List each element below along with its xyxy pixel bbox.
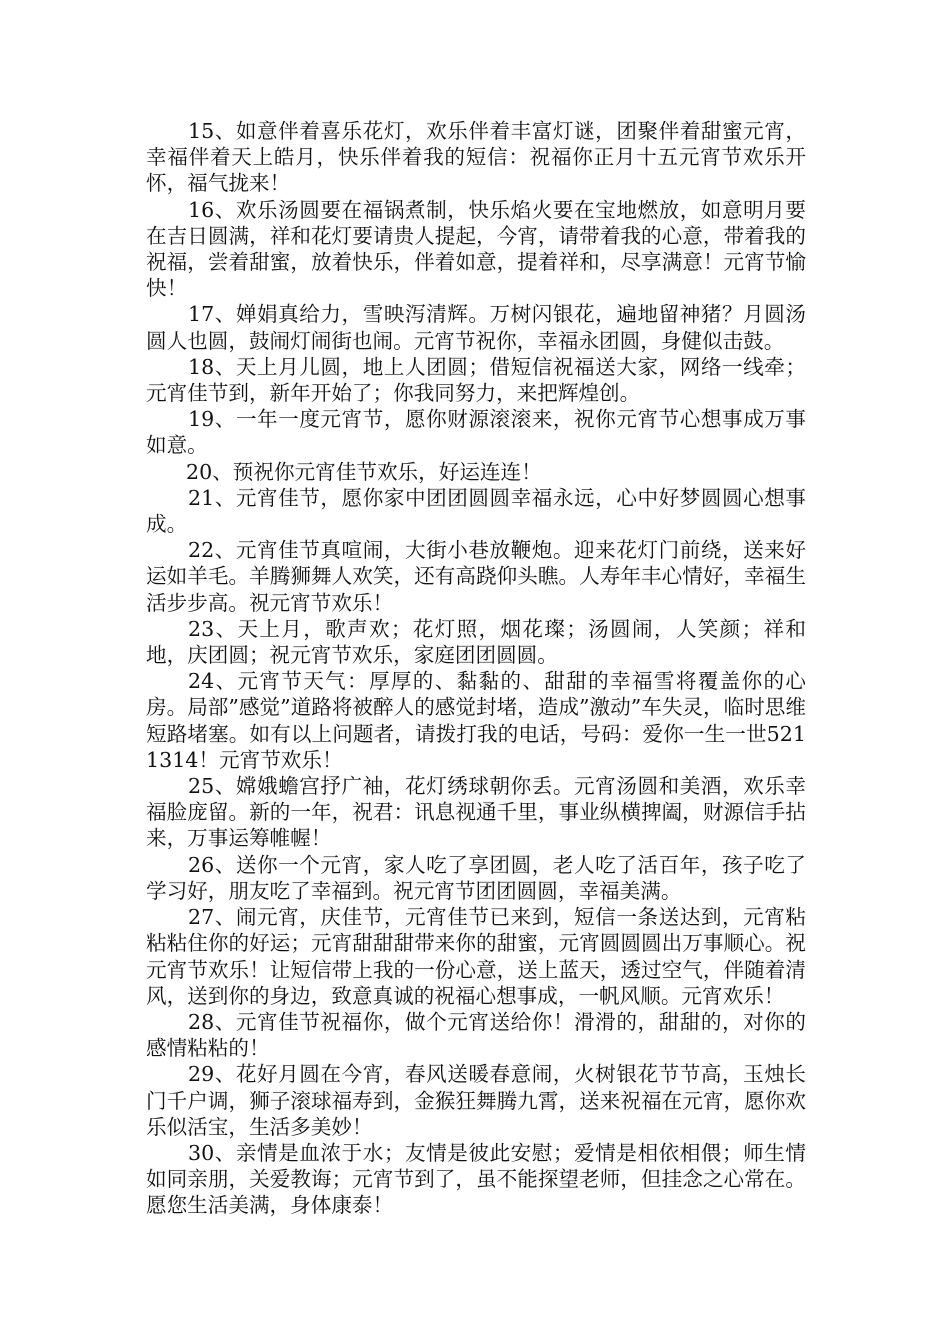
paragraph-24: 24、元宵节天气：厚厚的、黏黏的、甜甜的幸福雪将覆盖你的心房。局部”感觉”道路将被醉人的感觉封堵，造成”激动”车失灵，临时思维短路堵塞。如有以上问题者，请拨打我的电话，号码：爱你一生一世5211314！元宵节欢乐！ <box>146 669 806 772</box>
paragraph-30: 30、亲情是血浓于水；友情是彼此安慰；爱情是相依相偎；师生情如同亲朋，关爱教诲；元宵节到了，虽不能探望老师，但挂念之心常在。愿您生活美满，身体康泰！ <box>146 1140 806 1218</box>
paragraph-16: 16、欢乐汤圆要在福锅煮制，快乐焰火要在宝地燃放，如意明月要在吉日圆满，祥和花灯要请贵人提起，今宵，请带着我的心意，带着我的祝福，尝着甜蜜，放着快乐，伴着如意，提着祥和，尽享满意！元宵节愉快！ <box>146 197 806 301</box>
paragraph-20: 20、预祝你元宵佳节欢乐，好运连连！ <box>186 459 542 484</box>
paragraph-25: 25、嫦娥蟾宫抒广袖，花灯绣球朝你丢。元宵汤圆和美酒，欢乐幸福脸庞留。新的一年，祝君：讯息视通千里，事业纵横捭阖，财源信手拈来，万事运筹帷幄！ <box>146 774 806 851</box>
paragraph-21: 21、元宵佳节，愿你家中团团圆圆幸福永远，心中好梦圆圆心想事成。 <box>146 485 806 537</box>
paragraph-26: 26、送你一个元宵，家人吃了享团圆，老人吃了活百年，孩子吃了学习好，朋友吃了幸福到。祝元宵节团团圆圆，幸福美满。 <box>146 852 806 903</box>
paragraph-18: 18、天上月儿圆，地上人团圆；借短信祝福送大家，网络一线牵；元宵佳节到，新年开始了；你我同努力，来把辉煌创。 <box>146 354 806 406</box>
paragraph-19: 19、一年一度元宵节，愿你财源滚滚来，祝你元宵节心想事成万事如意。 <box>146 407 806 458</box>
paragraph-27: 27、闹元宵，庆佳节，元宵佳节已来到，短信一条送达到，元宵粘粘粘住你的好运；元宵甜甜甜带来你的甜蜜，元宵圆圆圆出万事顺心。祝元宵节欢乐！让短信带上我的一份心意，送上蓝天，透过空气，伴随着清风，送到你的身边，致意真诚的祝福心想事成，一帆风顺。元宵欢乐！ <box>146 905 806 1008</box>
document-page <box>146 118 806 1219</box>
paragraph-17: 17、婵娟真给力，雪映泻清辉。万树闪银花，遍地留神猪？月圆汤圆人也圆，鼓闹灯闹街也闹。元宵节祝你，幸福永团圆，身健似击鼓。 <box>146 302 806 353</box>
paragraph-29: 29、花好月圆在今宵，春风送暖春意闹，火树银花节节高，玉烛长门千户调，狮子滚球福寿到，金猴狂舞腾九霄，送来祝福在元宵，愿你欢乐似活宝，生活多美妙！ <box>146 1062 806 1139</box>
paragraph-23: 23、天上月，歌声欢；花灯照，烟花璨；汤圆闹，人笑颜；祥和地，庆团圆；祝元宵节欢乐，家庭团团圆圆。 <box>146 616 806 668</box>
paragraph-15: 15、如意伴着喜乐花灯，欢乐伴着丰富灯谜，团聚伴着甜蜜元宵，幸福伴着天上皓月，快乐伴着我的短信：祝福你正月十五元宵节欢乐开怀，福气拢来！ <box>146 119 806 196</box>
paragraph-28: 28、元宵佳节祝福你，做个元宵送给你！滑滑的，甜甜的，对你的感情粘粘的！ <box>146 1009 806 1061</box>
paragraph-22: 22、元宵佳节真喧闹，大街小巷放鞭炮。迎来花灯门前绕，送来好运如羊毛。羊腾狮舞人欢笑，还有高跷仰头瞧。人寿年丰心情好，幸福生活步步高。祝元宵节欢乐！ <box>146 538 806 615</box>
